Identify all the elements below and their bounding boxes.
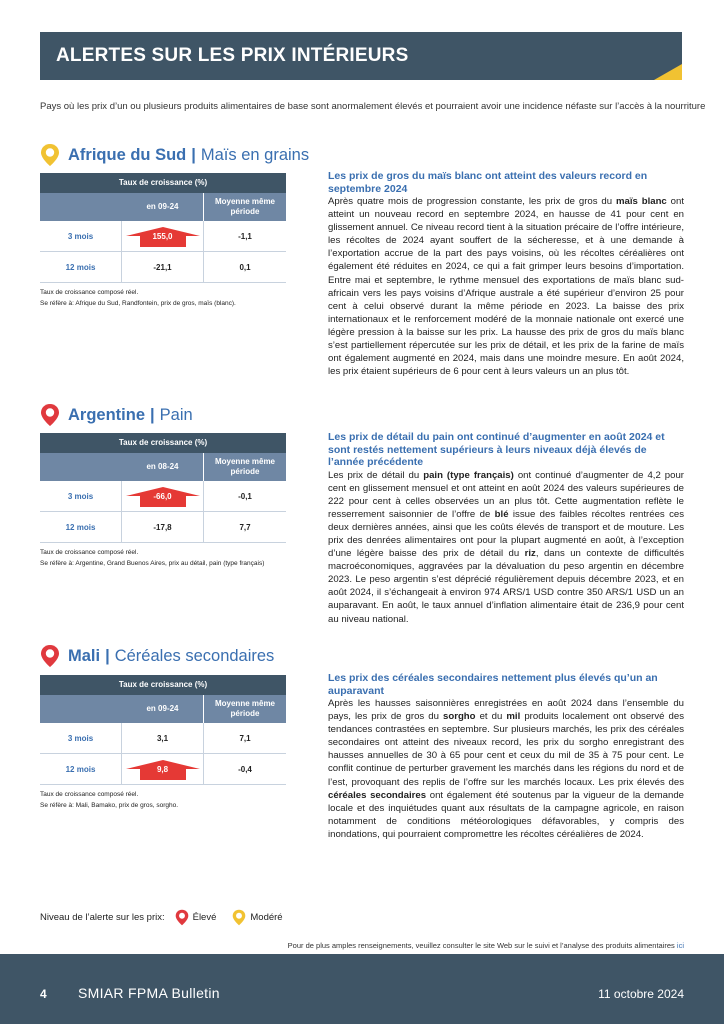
table-title: Taux de croissance (%) <box>40 433 286 453</box>
legend-moderate: Modéré <box>250 912 283 923</box>
separator: | <box>105 646 110 665</box>
intro-text: Pays où les prix d’un ou plusieurs produits alimentaires de base sont anormalement élevés et pourraient avoir une incidence néfaste sur l’accès à la nourriture <box>40 101 706 112</box>
article-afrique-du-sud <box>328 170 684 378</box>
table-row <box>40 221 286 252</box>
row-label: 3 mois <box>40 481 122 511</box>
table-row <box>40 754 286 785</box>
growth-table <box>40 675 286 811</box>
col-average-header: Moyenne même période <box>214 457 276 476</box>
col-average-header: Moyenne même période <box>214 699 276 718</box>
bulletin-title: SMIAR FPMA Bulletin <box>78 985 220 1001</box>
article-body: Après quatre mois de progression constante, les prix de gros du maïs blanc ont atteint un nouveau record en septembre 2024, en hausse de 41 pour cent en glissement annuel. Ce niveau record tient à la situation précaire de l’offre intérieure, les récoltes de 2024 ayant souffert de la sécheresse, et à une demande à l’exportation accrue de la part des pays voisins, où les récoltes céréalières ont également été réduites en 2024, ce qui a fait grimper leurs besoins d’importation. Entre mai et septembre, le rythme mensuel des exportations de maïs blanc sud-africain vers les pays voisins d’Afrique australe a été supérieur d’environ 25 pour cent à celui observé durant la même période en 2023. La baisse des prix internationaux et le renforcement modéré de la monnaie nationale ont exercé une légère pression à la baisse sur les prix. La hausse des prix de gros du maïs blanc s’est partiellement répercutée sur les prix de détail, et les prix de la farine de maïs ont également augmenté en 2024, mais dans une moindre mesure. En août 2024, les prix étaient supérieurs de 6 pour cent à leurs valeurs un an plus tôt. <box>328 196 684 378</box>
growth-value-cell <box>122 481 204 511</box>
row-label: 12 mois <box>40 512 122 542</box>
product-name: Céréales secondaires <box>114 646 275 665</box>
growth-value: 3,1 <box>122 723 204 753</box>
country-name: Argentine <box>68 405 146 424</box>
page-banner <box>40 32 682 80</box>
legend-high: Élevé <box>192 912 217 923</box>
product-name: Pain <box>159 405 193 424</box>
growth-table <box>40 433 286 569</box>
separator: | <box>150 405 155 424</box>
section-heading-afrique-du-sud <box>40 143 309 167</box>
table-source: Se réfère à: Mali, Bamako, prix de gros, sorgho. <box>40 802 179 809</box>
average-value: 0,1 <box>239 262 251 272</box>
growth-value: 9,8 <box>156 764 169 774</box>
section-heading-mali <box>40 644 274 668</box>
page-title: ALERTES SUR LES PRIX INTÉRIEURS <box>56 45 409 66</box>
growth-table <box>40 173 286 309</box>
article-headline: Les prix de gros du maïs blanc ont atteint des valeurs record en septembre 2024 <box>328 170 648 195</box>
country-name: Afrique du Sud <box>68 145 187 164</box>
table-note: Taux de croissance composé réel. Se réfère à: Mali, Bamako, prix de gros, sorgho. <box>40 789 286 811</box>
table-source: Se réfère à: Argentine, Grand Buenos Aires, prix au détail, pain (type français) <box>40 560 265 567</box>
table-title: Taux de croissance (%) <box>40 675 286 695</box>
table-note: Taux de croissance composé réel. Se réfère à: Afrique du Sud, Randfontein, prix de gros, maïs (blanc). <box>40 287 286 309</box>
table-row <box>40 252 286 283</box>
average-value: -0,1 <box>238 491 252 501</box>
growth-value-cell <box>122 221 204 251</box>
growth-value: 155,0 <box>152 231 173 241</box>
growth-value: -17,8 <box>122 512 204 542</box>
row-label: 12 mois <box>40 754 122 784</box>
average-value: -1,1 <box>238 231 252 241</box>
map-pin-red-icon <box>175 909 189 926</box>
section-heading-argentine <box>40 403 193 427</box>
average-value: -0,4 <box>238 764 252 774</box>
separator: | <box>191 145 196 164</box>
col-date-header: en 09-24 <box>122 193 204 221</box>
page-number: 4 <box>40 987 47 1001</box>
row-label: 3 mois <box>40 221 122 251</box>
map-pin-yellow-icon <box>40 143 60 167</box>
row-label: 3 mois <box>40 723 122 753</box>
table-header-row <box>40 193 286 221</box>
table-source: Se réfère à: Afrique du Sud, Randfontein, prix de gros, maïs (blanc). <box>40 300 236 307</box>
article-body: Les prix de détail du pain (type français) ont continué d’augmenter de 4,2 pour cent en glissement mensuel et ont atteint en août 2024 des valeurs supérieures de 222 pour cent à celles observées un an plus tôt. Cette augmentation reflète le resserrement saisonnier de l’offre de blé issue des faibles récoltes rentrées ces deux dernières années, ainsi que les coûts élevés de transport et de mouture. Les prix des denrées alimentaires ont pour la plupart augmenté en août, à l’exception d’une légère baisse des prix de détail du riz, dans un contexte de difficultés macroéconomiques, aggravées par la dévaluation du peso argentin en décembre 2023. Le peso argentin s’est déprécié régulièrement depuis décembre 2023, et en août 2024, il s’échangeait à environ 974 ARS/1 USD contre 350 ARS/1 USD un an auparavant. En août, le taux annuel d’inflation alimentaire était de 236,9 pour cent au niveau national. <box>328 469 685 625</box>
col-average-header: Moyenne même période <box>214 197 276 216</box>
article-mali <box>328 672 684 841</box>
article-argentine <box>328 431 684 626</box>
table-header-row <box>40 695 286 723</box>
article-body: Après les hausses saisonnières enregistrées en août 2024 dans l’ensemble du pays, les prix de gros du sorgho et du mil produits localement ont observé des tendances contrastées en septembre. Sur plusieurs marchés, les prix des céréales secondaires ont atteint des niveaux record, les prix du sorgho enregistrant des hausses annuelles de 30 à 65 pour cent et ceux du mil de 35 à 75 pour cent. Le conflit continue de perturber gravement les marchés dans les régions du nord et de l’est, provoquant des replis de l’offre sur les marchés locaux. Les prix élevés des céréales secondaires ont également été soutenus par la vigueur de la demande locale et des inquiétudes quant aux résultats de la campagne agricole, en raison notamment de conditions météorologiques défavorables, y compris des inondations, qui pourraient compromettre les récoltes céréalières de 2024. <box>328 698 685 840</box>
col-date-header: en 08-24 <box>122 453 204 481</box>
article-headline: Les prix de détail du pain ont continué d’augmenter en août 2024 et sont restés nettement supérieurs à leurs niveaux déjà élevés de l’année précédente <box>328 431 665 468</box>
growth-value: -66,0 <box>153 491 172 501</box>
growth-value-cell <box>122 754 204 784</box>
more-info <box>288 941 684 950</box>
growth-value: -21,1 <box>122 252 204 282</box>
more-info-link[interactable]: ici <box>676 941 684 950</box>
banner-accent <box>654 64 682 80</box>
table-title: Taux de croissance (%) <box>40 173 286 193</box>
map-pin-red-icon <box>40 403 60 427</box>
product-name: Maïs en grains <box>200 145 310 164</box>
table-note: Taux de croissance composé réel. Se réfère à: Argentine, Grand Buenos Aires, prix au détail, pain (type français) <box>40 547 286 569</box>
row-label: 12 mois <box>40 252 122 282</box>
country-name: Mali <box>68 646 101 665</box>
alert-legend <box>40 909 283 926</box>
table-row <box>40 512 286 543</box>
average-value: 7,1 <box>239 733 251 743</box>
table-row <box>40 481 286 512</box>
col-date-header: en 09-24 <box>122 695 204 723</box>
table-row <box>40 723 286 754</box>
legend-label: Niveau de l’alerte sur les prix: <box>40 912 165 923</box>
bulletin-date: 11 octobre 2024 <box>598 987 684 1001</box>
more-info-text: Pour de plus amples renseignements, veuillez consulter le site Web sur le suivi et l’analyse des produits alimentaires <box>287 941 675 950</box>
average-value: 7,7 <box>239 522 251 532</box>
table-header-row <box>40 453 286 481</box>
map-pin-red-icon <box>40 644 60 668</box>
map-pin-yellow-icon <box>232 909 246 926</box>
page-footer <box>0 954 724 1024</box>
article-headline: Les prix des céréales secondaires nettement plus élevés qu’un an auparavant <box>328 672 658 697</box>
